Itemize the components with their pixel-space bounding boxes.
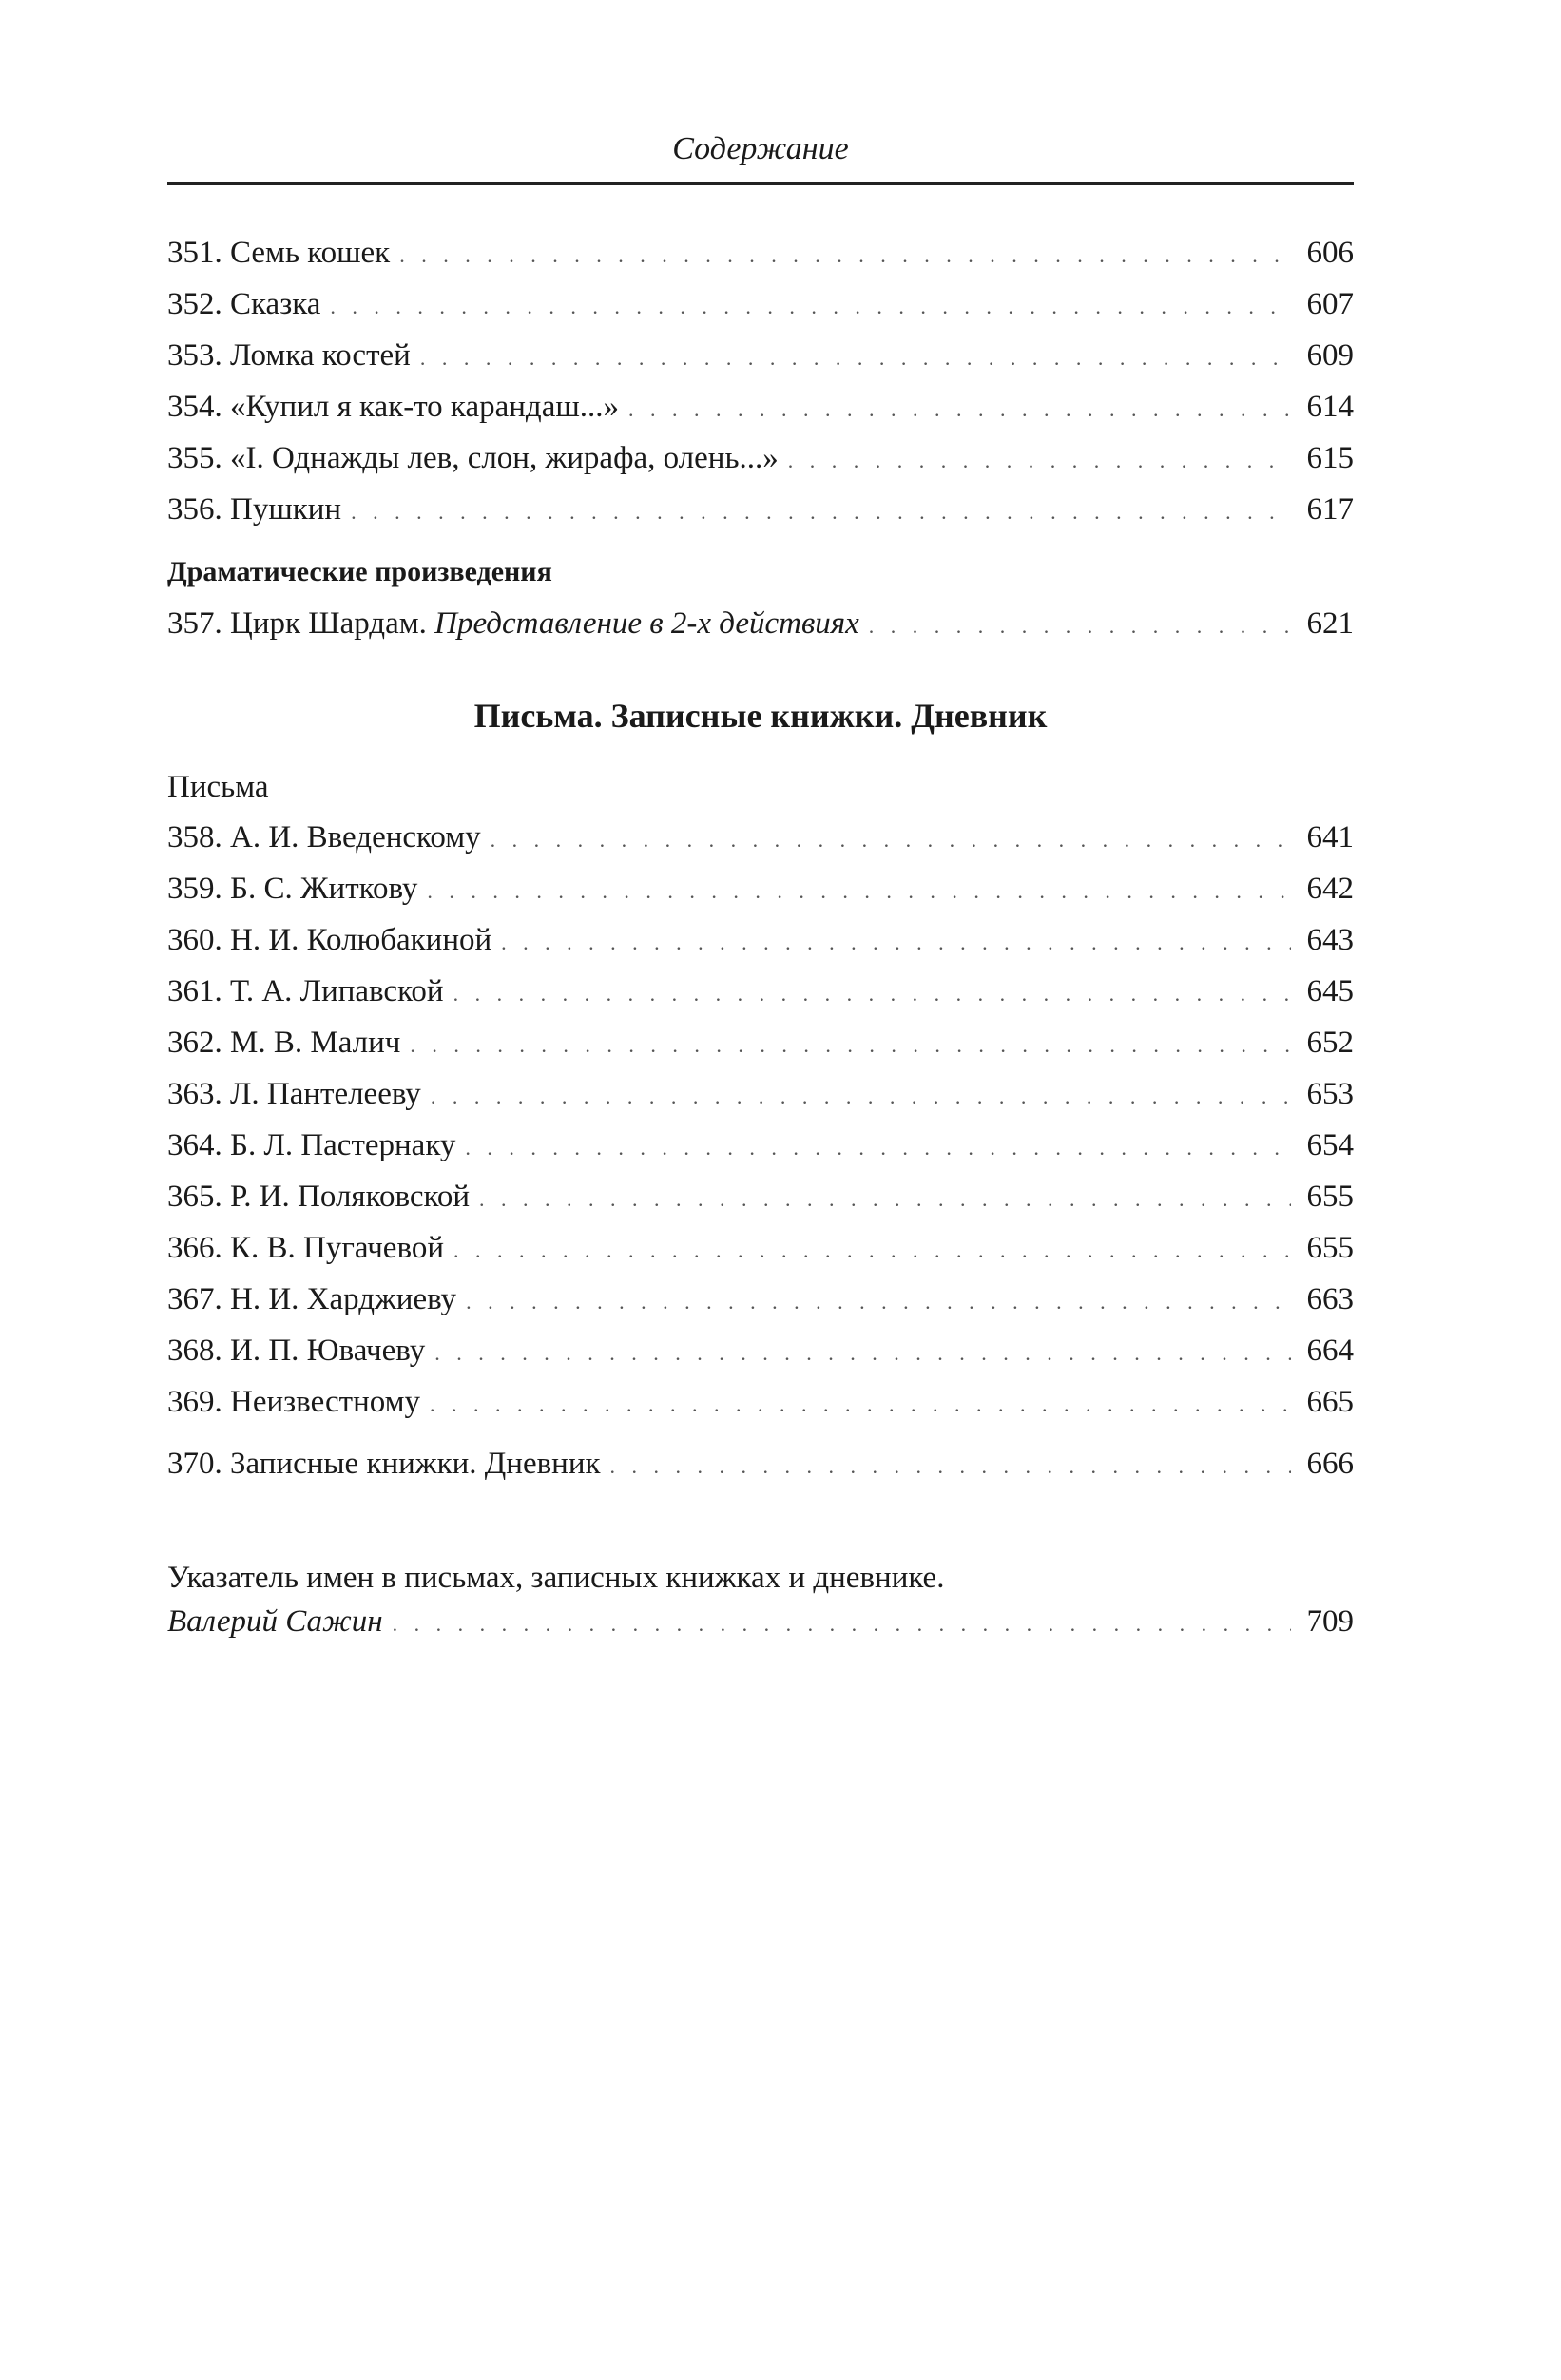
toc-entry xyxy=(167,602,1354,645)
entry-title: 367. Н. И. Харджиеву xyxy=(167,1282,457,1316)
entry-page: 665 xyxy=(1306,1385,1354,1419)
entry-page: 614 xyxy=(1306,390,1354,424)
entry-title: 352. Сказка xyxy=(167,287,321,321)
dot-leader xyxy=(330,285,1291,329)
entry-title: 353. Ломка костей xyxy=(167,338,411,373)
toc-entry xyxy=(167,1021,1354,1065)
letters-heading: Письма xyxy=(167,770,269,804)
entry-page: 655 xyxy=(1306,1180,1354,1214)
dot-leader xyxy=(479,1178,1291,1221)
dot-leader xyxy=(399,234,1291,278)
toc-entry xyxy=(167,867,1354,911)
entry-title: 364. Б. Л. Пастернаку xyxy=(167,1128,456,1162)
toc-entry xyxy=(167,1329,1354,1372)
dot-leader xyxy=(501,921,1291,965)
entry-page: 663 xyxy=(1306,1282,1354,1316)
toc-entry xyxy=(167,1072,1354,1116)
dot-leader xyxy=(788,439,1291,483)
toc-entry xyxy=(167,488,1354,531)
entry-page: 641 xyxy=(1306,820,1354,854)
entry-page: 609 xyxy=(1306,338,1354,373)
entry-title: 365. Р. И. Поляковской xyxy=(167,1180,471,1214)
entry-title: 356. Пушкин xyxy=(167,492,342,527)
toc-entry xyxy=(167,1175,1354,1219)
entry-title: 359. Б. С. Житкову xyxy=(167,872,418,906)
entry-title: 362. М. В. Малич xyxy=(167,1026,401,1060)
toc-entry xyxy=(167,1442,1354,1486)
dot-leader xyxy=(610,1445,1291,1488)
entry-page: 666 xyxy=(1306,1447,1354,1481)
entry-page: 652 xyxy=(1306,1026,1354,1060)
toc-entry xyxy=(167,816,1354,859)
dot-leader xyxy=(628,388,1291,432)
toc-entry xyxy=(167,334,1354,377)
drama-heading: Драматические произведения xyxy=(167,556,552,587)
toc-entry xyxy=(167,436,1354,480)
entry-page: 642 xyxy=(1306,872,1354,906)
dot-leader xyxy=(430,1383,1291,1427)
entry-page: 664 xyxy=(1306,1334,1354,1368)
entry-title: 351. Семь кошек xyxy=(167,236,391,270)
dot-leader xyxy=(453,1229,1291,1273)
toc-entry xyxy=(167,231,1354,275)
index-author: Валерий Сажин xyxy=(167,1604,383,1639)
entry-page: 615 xyxy=(1306,441,1354,475)
entry-title: 370. Записные книжки. Дневник xyxy=(167,1447,601,1481)
entry-page: 654 xyxy=(1306,1128,1354,1162)
dot-leader xyxy=(393,1603,1291,1646)
entry-title: 361. Т. А. Липавской xyxy=(167,974,444,1008)
dot-leader xyxy=(420,336,1291,380)
dot-leader xyxy=(466,1280,1291,1324)
entry-page: 643 xyxy=(1306,923,1354,957)
toc-entry xyxy=(167,1600,1354,1643)
toc-entry xyxy=(167,282,1354,326)
entry-title: 366. К. В. Пугачевой xyxy=(167,1231,444,1265)
entry-page: 621 xyxy=(1306,606,1354,641)
entry-title: 354. «Купил я как-то карандаш...» xyxy=(167,390,620,424)
toc-entry xyxy=(167,385,1354,429)
entry-page: 606 xyxy=(1306,236,1354,270)
dot-leader xyxy=(410,1024,1291,1067)
entry-title: 369. Неизвестному xyxy=(167,1385,421,1419)
entry-title xyxy=(167,602,859,645)
dot-leader xyxy=(453,972,1291,1016)
running-head: Содержание xyxy=(672,131,849,166)
dot-leader xyxy=(427,870,1291,913)
entry-page: 709 xyxy=(1306,1604,1354,1639)
entry-title: 363. Л. Пантелееву xyxy=(167,1077,421,1111)
dot-leader xyxy=(491,818,1291,862)
entry-page: 645 xyxy=(1306,974,1354,1008)
entry-page: 607 xyxy=(1306,287,1354,321)
header-rule xyxy=(167,182,1354,185)
dot-leader xyxy=(431,1075,1291,1119)
entry-title: 355. «I. Однажды лев, слон, жирафа, олень...» xyxy=(167,441,779,475)
toc-entry xyxy=(167,1277,1354,1321)
entry-title: 358. А. И. Введенскому xyxy=(167,820,481,854)
entry-subtitle: Представление в 2-х действиях xyxy=(434,606,859,641)
toc-entry xyxy=(167,1380,1354,1424)
dot-leader xyxy=(869,605,1291,648)
entry-title: 360. Н. И. Колюбакиной xyxy=(167,923,492,957)
entry-page: 655 xyxy=(1306,1231,1354,1265)
toc-entry xyxy=(167,969,1354,1013)
section-title: Письма. Записные книжки. Дневник xyxy=(473,697,1048,735)
index-title: Указатель имен в письмах, записных книжках и дневнике. xyxy=(167,1561,945,1595)
dot-leader xyxy=(434,1332,1291,1375)
toc-entry xyxy=(167,1123,1354,1167)
entry-page: 653 xyxy=(1306,1077,1354,1111)
toc-entry xyxy=(167,918,1354,962)
dot-leader xyxy=(351,490,1291,534)
toc-entry xyxy=(167,1226,1354,1270)
entry-page: 617 xyxy=(1306,492,1354,527)
entry-title-main: 357. Цирк Шардам. xyxy=(167,606,435,641)
dot-leader xyxy=(465,1126,1291,1170)
entry-title: 368. И. П. Ювачеву xyxy=(167,1334,426,1368)
